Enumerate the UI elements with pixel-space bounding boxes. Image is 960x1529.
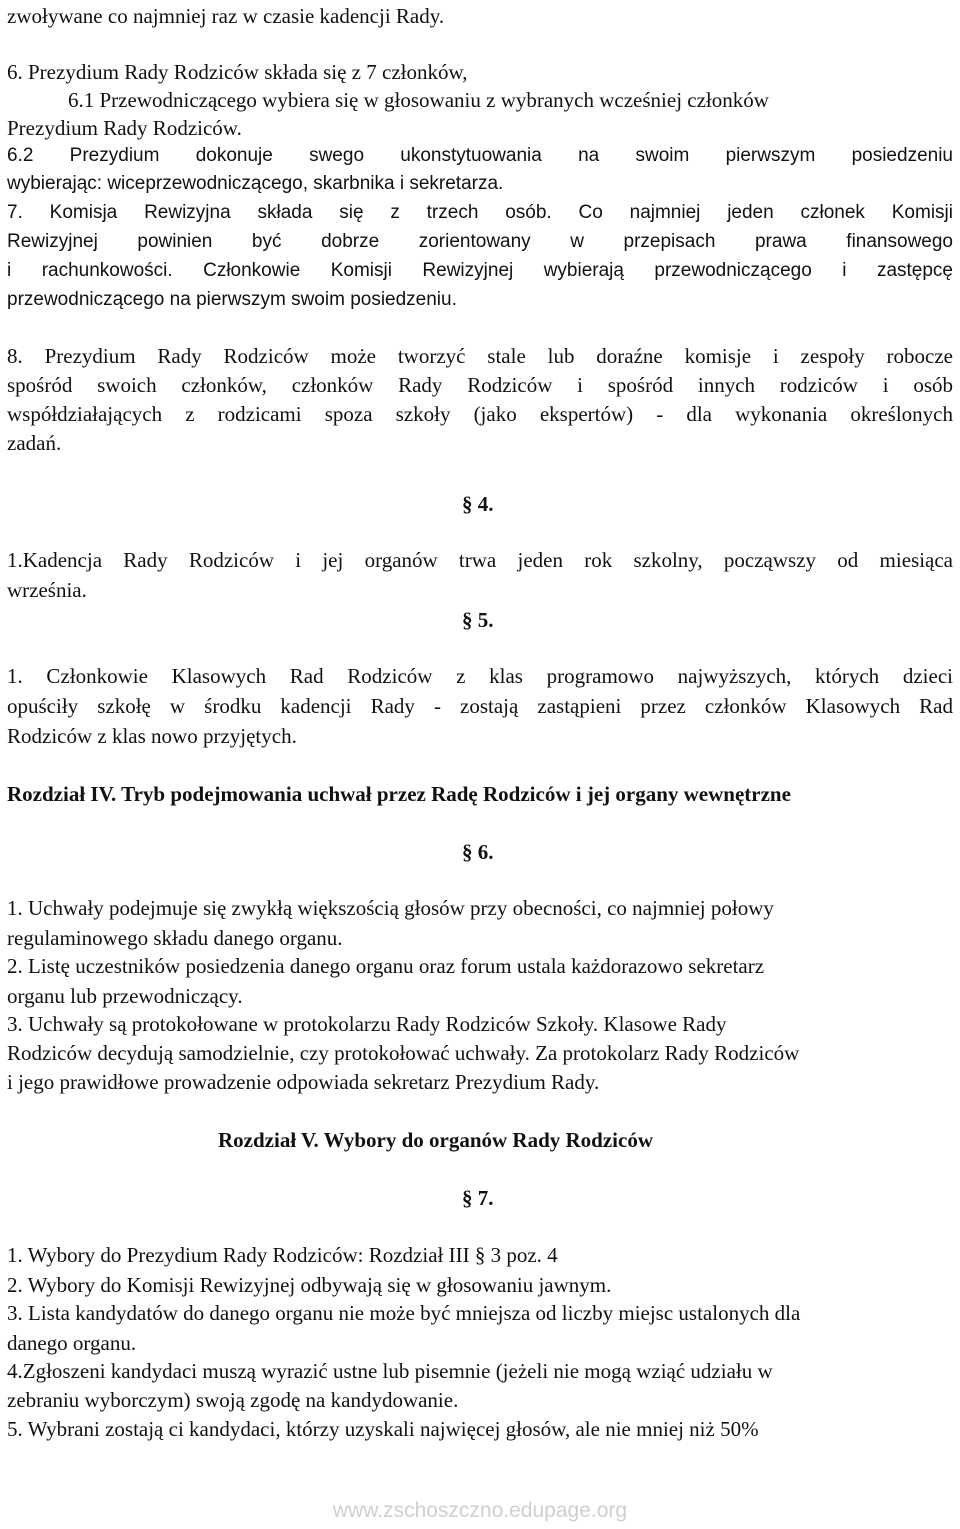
text-line: 3. Lista kandydatów do danego organu nie może być mniejsza od liczby miejsc ustalonych dla: [7, 1301, 801, 1325]
text-line: zadań.: [7, 431, 62, 455]
footer-url: www.zschoszczno.edupage.org: [332, 1499, 628, 1522]
text-line: organu lub przewodniczący.: [7, 984, 243, 1008]
text-line: opuściły szkołę w środku kadencji Rady - zostają zastąpieni przez członków Klasowych Rad: [7, 694, 953, 718]
text-line: i jego prawidłowe prowadzenie odpowiada sekretarz Prezydium Rady.: [7, 1070, 600, 1094]
text-line: przewodniczącego na pierwszym swoim posiedzeniu.: [7, 289, 457, 310]
text-line: zwoływane co najmniej raz w czasie kadencji Rady.: [7, 4, 445, 28]
text-line: 1.Kadencja Rady Rodziców i jej organów trwa jeden rok szkolny, począwszy od miesiąca: [7, 548, 953, 572]
text-line: wybierając: wiceprzewodniczącego, skarbnika i sekretarza.: [7, 173, 504, 194]
paragraph-number: § 4.: [462, 492, 494, 516]
text-line: 6.1 Przewodniczącego wybiera się w głosowaniu z wybranych wcześniej członków: [68, 88, 769, 112]
text-line: i rachunkowości. Członkowie Komisji Rewizyjnej wybierają przewodniczącego i zastępcę: [7, 260, 953, 281]
text-line: Rodziców decydują samodzielnie, czy protokołować uchwały. Za protokolarz Rady Rodziców: [7, 1041, 800, 1065]
text-line: 1. Uchwały podejmuje się zwykłą większością głosów przy obecności, co najmniej połowy: [7, 896, 774, 920]
text-line: 7. Komisja Rewizyjna składa się z trzech osób. Co najmniej jeden członek Komisji: [7, 202, 953, 223]
paragraph-number: § 7.: [462, 1186, 494, 1210]
text-line: regulaminowego składu danego organu.: [7, 926, 343, 950]
paragraph-number: § 5.: [462, 608, 494, 632]
chapter-heading: Rozdział V. Wybory do organów Rady Rodziców: [218, 1128, 654, 1152]
text-line: września.: [7, 578, 87, 602]
text-line: Prezydium Rady Rodziców.: [7, 116, 242, 140]
text-line: 2. Wybory do Komisji Rewizyjnej odbywają się w głosowaniu jawnym.: [7, 1273, 612, 1297]
chapter-heading: Rozdział IV. Tryb podejmowania uchwał przez Radę Rodziców i jej organy wewnętrzne: [7, 782, 791, 806]
text-line: 4.Zgłoszeni kandydaci muszą wyrazić ustne lub pisemnie (jeżeli nie mogą wziąć udziału w: [7, 1359, 773, 1383]
text-line: spośród swoich członków, członków Rady Rodziców i spośród innych rodziców i osób: [7, 373, 953, 397]
text-line: 5. Wybrani zostają ci kandydaci, którzy uzyskali najwięcej głosów, ale nie mniej niż 50%: [7, 1417, 759, 1441]
text-line: 8. Prezydium Rady Rodziców może tworzyć stale lub doraźne komisje i zespoły robocze: [7, 344, 953, 368]
text-line: 3. Uchwały są protokołowane w protokolarzu Rady Rodziców Szkoły. Klasowe Rady: [7, 1012, 727, 1036]
text-line: 2. Listę uczestników posiedzenia danego organu oraz forum ustala każdorazowo sekretarz: [7, 954, 765, 978]
text-line: Rodziców z klas nowo przyjętych.: [7, 724, 297, 748]
paragraph-number: § 6.: [462, 840, 494, 864]
text-line: zebraniu wyborczym) swoją zgodę na kandydowanie.: [7, 1388, 459, 1412]
text-line: 6.2 Prezydium dokonuje swego ukonstytuowania na swoim pierwszym posiedzeniu: [7, 145, 953, 166]
text-line: 1. Członkowie Klasowych Rad Rodziców z klas programowo najwyższych, których dzieci: [7, 664, 953, 688]
text-line: danego organu.: [7, 1331, 137, 1355]
text-line: współdziałających z rodzicami spoza szkoły (jako ekspertów) - dla wykonania określonych: [7, 402, 953, 426]
text-line: 6. Prezydium Rady Rodziców składa się z 7 członków,: [7, 60, 468, 84]
text-line: 1. Wybory do Prezydium Rady Rodziców: Rozdział III § 3 poz. 4: [7, 1243, 558, 1267]
text-line: Rewizyjnej powinien być dobrze zorientowany w przepisach prawa finansowego: [7, 231, 953, 252]
